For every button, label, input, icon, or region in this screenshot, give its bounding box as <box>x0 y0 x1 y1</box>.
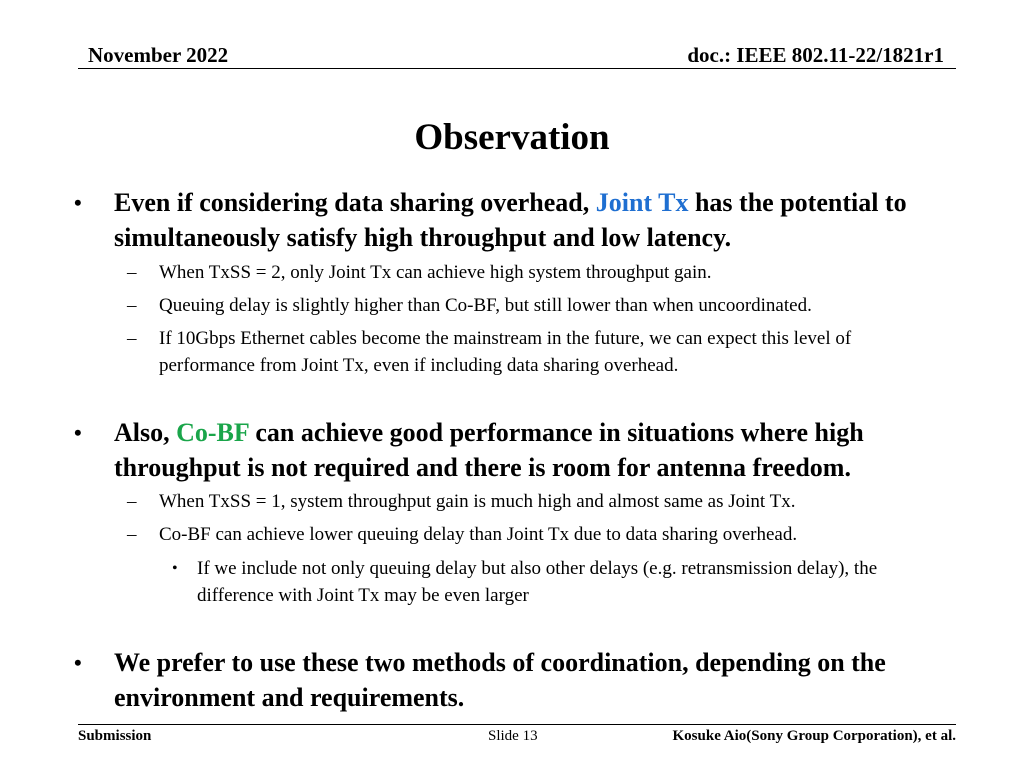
footer-submission: Submission <box>78 728 152 744</box>
header-doc-id: doc.: IEEE 802.11-22/1821r1 <box>687 43 944 67</box>
highlight-co-bf: Co-BF <box>176 418 249 447</box>
bullet-marker: • <box>74 190 82 215</box>
bullet-joint-tx <box>114 185 964 255</box>
sub-bullet-marker: – <box>127 524 137 545</box>
bullet-marker: • <box>74 650 82 675</box>
bullet-prefer-methods: We prefer to use these two methods of coordination, depending on the environment and requirements. <box>114 648 886 712</box>
bullet-text-post: can achieve good performance in situations where high throughput is not required and there is room for antenna freedom. <box>114 418 864 482</box>
header-date: November 2022 <box>88 43 229 67</box>
footer-slide-number: Slide 13 <box>488 728 538 744</box>
sub-bullet-txss1: When TxSS = 1, system throughput gain is much high and almost same as Joint Tx. <box>159 491 796 512</box>
bullet-text-pre: Even if considering data sharing overhead, <box>114 188 596 217</box>
sub-sub-bullet-other-delays: If we include not only queuing delay but also other delays (e.g. retransmission delay), the difference with Joint Tx may be even larger <box>197 558 878 606</box>
footer-divider <box>78 724 956 725</box>
footer-author: Kosuke Aio(Sony Group Corporation), et al. <box>672 728 956 744</box>
highlight-joint-tx: Joint Tx <box>595 188 689 217</box>
sub-bullet-lower-delay: Co-BF can achieve lower queuing delay than Joint Tx due to data sharing overhead. <box>159 524 798 545</box>
bullet-marker: • <box>74 420 82 445</box>
slide-title: Observation <box>414 117 610 158</box>
sub-bullet-marker: – <box>127 262 137 283</box>
sub-bullet-marker: – <box>127 491 137 512</box>
sub-bullet-queuing-delay: Queuing delay is slightly higher than Co-BF, but still lower than when uncoordinated. <box>159 295 812 316</box>
sub-bullet-txss2: When TxSS = 2, only Joint Tx can achieve high system throughput gain. <box>159 262 712 283</box>
sub-bullet-ethernet: If 10Gbps Ethernet cables become the mainstream in the future, we can expect this level of performance from Joint Tx, even if including data sharing overhead. <box>159 328 852 376</box>
sub-bullet-marker: – <box>127 295 137 316</box>
bullet-text-post: has the potential to simultaneously satisfy high throughput and low latency. <box>114 188 907 252</box>
sub-bullet-marker: – <box>127 328 137 349</box>
sub-sub-bullet-marker: • <box>172 560 178 577</box>
bullet-text-pre: Also, <box>114 418 177 447</box>
bullet-co-bf <box>114 415 954 485</box>
